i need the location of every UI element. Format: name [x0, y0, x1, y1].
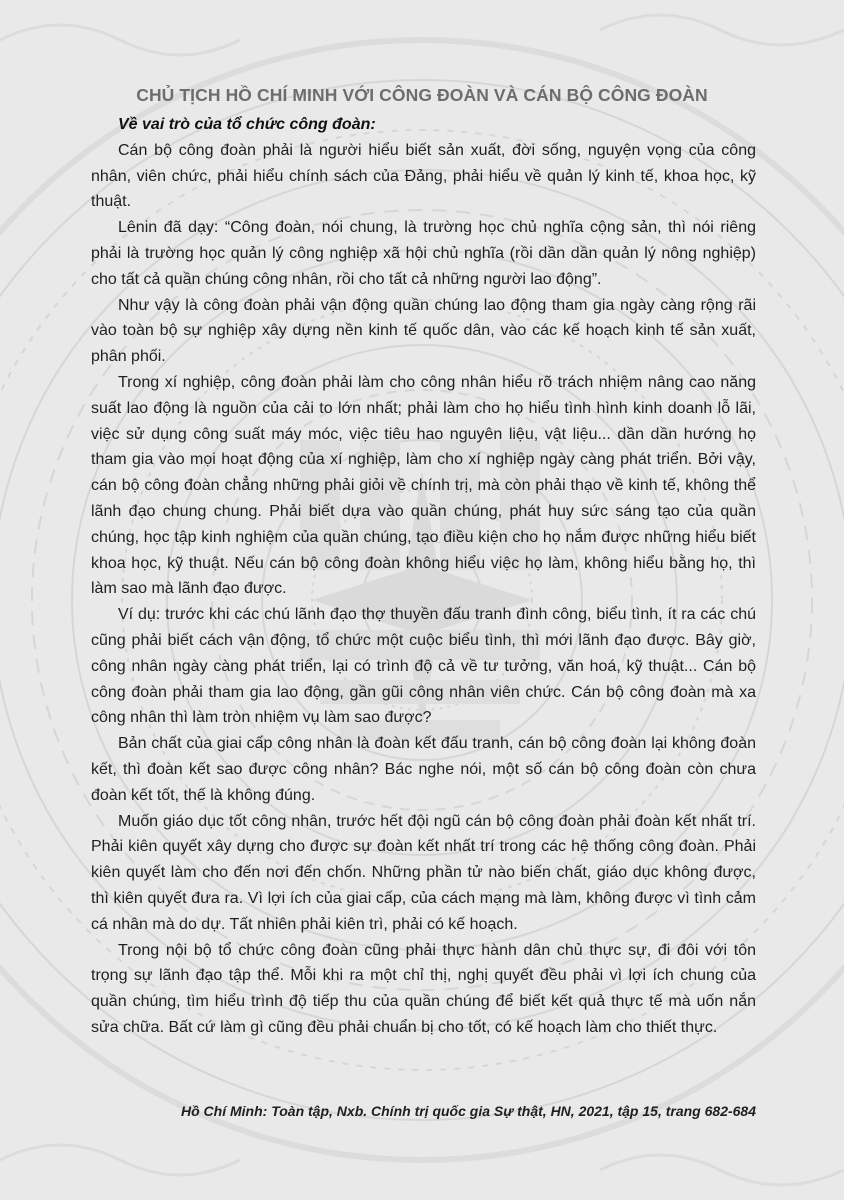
paragraph-1: Cán bộ công đoàn phải là người hiểu biết sản xuất, đời sống, nguyện vọng của công nhân, viên chức, phải hiểu chính sách của Đảng, phải hiểu về quản lý kinh tế, khoa học, kỹ thuật.	[91, 141, 756, 211]
paragraph-7: Muốn giáo dục tốt công nhân, trước hết đội ngũ cán bộ công đoàn phải đoàn kết nhất trí. Phải kiên quyết xây dựng cho được sự đoàn kết nhất trí trong các hệ thống công đoàn. Phải kiên quyết làm cho đến nơi đến chốn. Những phần tử nào biến chất, giáo dục không được, thì kiên quyết đưa ra. Vì lợi ích của giai cấp, của cách mạng mà làm, không được vì tình cảm cá nhân mà do dự. Tất nhiên phải kiên trì, phải có kế hoạch.	[91, 812, 756, 933]
paragraph-3: Như vậy là công đoàn phải vận động quần chúng lao động tham gia ngày càng rộng rãi vào toàn bộ sự nghiệp xây dựng nền kinh tế quốc dân, vào các kế hoạch kinh tế sản xuất, phân phối.	[91, 296, 756, 366]
document-title: CHỦ TỊCH HỒ CHÍ MINH VỚI CÔNG ĐOÀN VÀ CÁN BỘ CÔNG ĐOÀN	[136, 85, 708, 105]
document-body	[91, 112, 756, 1041]
paragraph-5: Ví dụ: trước khi các chú lãnh đạo thợ thuyền đấu tranh đình công, biểu tình, ít ra các chú cũng phải biết cách vận động, tổ chức một cuộc biểu tình, thì mới lãnh đạo được. Bây giờ, công nhân ngày càng phát triển, lại có trình độ cả về tư tưởng, văn hoá, kỹ thuật... Cán bộ công đoàn phải tham gia lao động, gần gũi công nhân viên chức. Cán bộ công đoàn mà xa công nhân thì làm tròn nhiệm vụ làm sao được?	[91, 606, 756, 727]
paragraph-8: Trong nội bộ tổ chức công đoàn cũng phải thực hành dân chủ thực sự, đi đôi với tôn trọng sự lãnh đạo tập thể. Mỗi khi ra một chỉ thị, nghị quyết đều phải vì lợi ích chung của quần chúng, tìm hiểu trình độ tiếp thu của quần chúng để biết kết quả thực tế mà uốn nắn sửa chữa. Bất cứ làm gì cũng đều phải chuẩn bị cho tốt, có kế hoạch làm cho thiết thực.	[91, 941, 756, 1036]
paragraph-4: Trong xí nghiệp, công đoàn phải làm cho công nhân hiểu rõ trách nhiệm nâng cao năng suất lao động là nguồn của cải to lớn nhất; phải làm cho họ hiểu tình hình kinh doanh lỗ lãi, việc sử dụng công suất máy móc, việc tiêu hao nguyên liệu, vật liệu... dần dần hướng họ tham gia vào mọi hoạt động của xí nghiệp, làm cho xí nghiệp ngày càng phát triển. Bởi vậy, cán bộ công đoàn chẳng những phải giỏi về chính trị, mà còn phải thạo về kinh tế, không thể lãnh đạo chung chung. Phải biết dựa vào quần chúng, phát huy sức sáng tạo của quần chúng, học tập kinh nghiệm của quần chúng, tạo điều kiện cho họ nắm được những hiểu biết khoa học, kỹ thuật. Nếu cán bộ công đoàn không hiểu việc họ làm, không hiểu bằng họ, thì làm sao mà lãnh đạo được.	[91, 373, 756, 598]
section-subheading: Về vai trò của tổ chức công đoàn:	[118, 116, 376, 133]
paragraph-6: Bản chất của giai cấp công nhân là đoàn kết đấu tranh, cán bộ công đoàn lại không đoàn kết, thì đoàn kết sao được công nhân? Bác nghe nói, một số cán bộ công đoàn còn chưa đoàn kết tốt, thế là không đúng.	[91, 735, 756, 804]
source-citation: Hồ Chí Minh: Toàn tập, Nxb. Chính trị quốc gia Sự thật, HN, 2021, tập 15, trang 682-684	[181, 1103, 756, 1119]
paragraph-2: Lênin đã dạy: “Công đoàn, nói chung, là trường học chủ nghĩa cộng sản, thì nói riêng phải là trường học quản lý công nghiệp xã hội chủ nghĩa (rồi dần dần quản lý nông nghiệp) cho tất cả quần chúng công nhân, rồi cho tất cả những người lao động”.	[91, 219, 756, 288]
